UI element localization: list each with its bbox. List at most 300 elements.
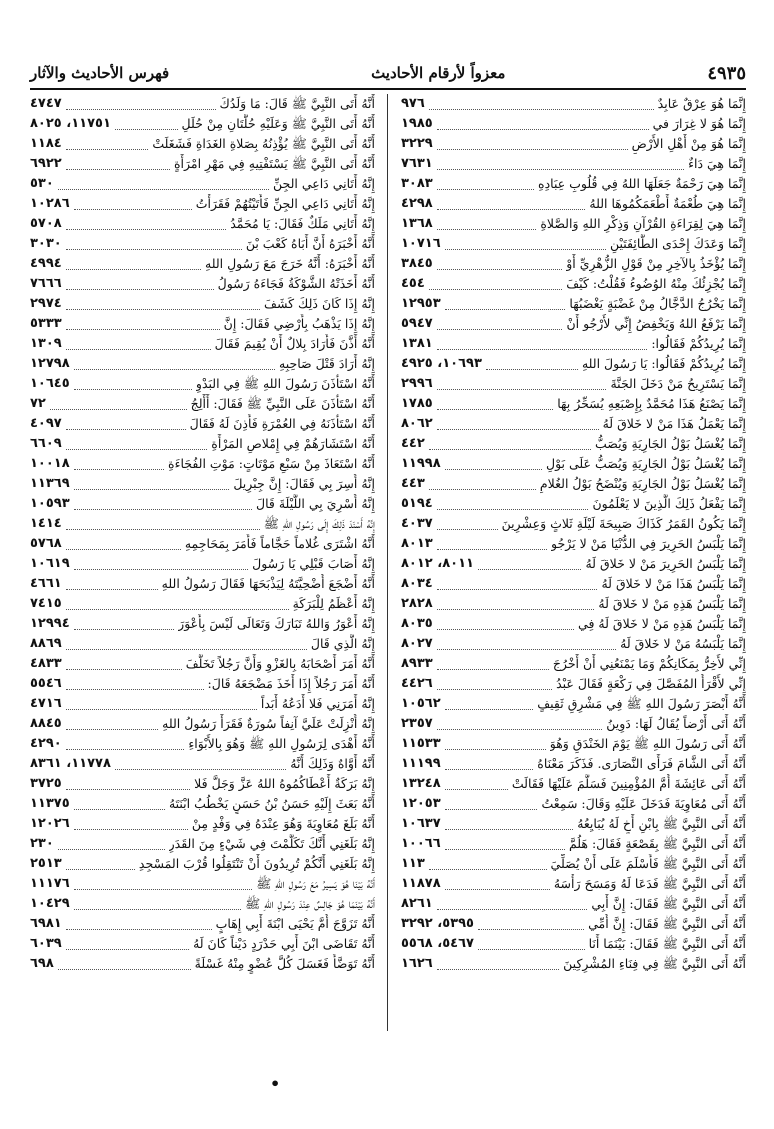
index-entry bbox=[401, 874, 746, 894]
entry-number: ٨٠٣٥ bbox=[401, 616, 433, 631]
entry-number: ١٦٢٦ bbox=[401, 956, 433, 971]
entry-text: إِنَّمَا يُرِيدُكُمْ فَقَالُوا: bbox=[651, 336, 746, 351]
index-entry bbox=[401, 114, 746, 134]
book-title: فهرس الأحاديث والآثار bbox=[30, 64, 170, 82]
index-entry bbox=[30, 414, 375, 434]
entry-text: إِنَّمَا هُوَ عِرْقٌ عَابِدٌ bbox=[657, 96, 746, 111]
leader-dots bbox=[74, 459, 164, 470]
entry-number: ١٠٤٢٩ bbox=[30, 896, 70, 911]
entry-number: ٦٠٣٩ bbox=[30, 936, 62, 951]
index-entry bbox=[401, 294, 746, 314]
leader-dots bbox=[429, 279, 562, 290]
leader-dots bbox=[66, 419, 186, 430]
entry-text: إِنِّي لأَخِرُّ بِمَكَانِكُمْ وَمَا يَمْنَعُنِي أَنْ أَخْرُجَ bbox=[552, 656, 746, 671]
entry-text: إِنَّهُ أَعْظَمُ لِلْبَرَكَةِ bbox=[292, 596, 375, 611]
index-entry bbox=[30, 814, 375, 834]
entry-number: ١١٥٣٣ bbox=[401, 736, 441, 751]
index-entry bbox=[401, 474, 746, 494]
entry-text: إِنَّهُ بَلَغَنِي أَنَّكَ تَكَلَّمْتَ فِي شَيْءٍ مِنَ القَدَرِ bbox=[168, 836, 375, 851]
entry-number: ٥٤٦٧، ٥٥٦٨ bbox=[401, 936, 474, 951]
entry-number: ١٧٨٥ bbox=[401, 396, 433, 411]
leader-dots bbox=[437, 339, 648, 350]
entry-text: إِنَّهُ أُنْزِلَتْ عَلَيَّ آنِفاً سُورَةٌ فَقَرَأَ رَسُولُ اللهِ bbox=[162, 716, 375, 731]
entry-number: ١٢٠٥٣ bbox=[401, 796, 441, 811]
entry-number: ١١١٩٩ bbox=[401, 756, 441, 771]
entry-number: ١٠٦٩٣، ٤٩٢٥ bbox=[401, 356, 482, 371]
leader-dots bbox=[66, 599, 289, 610]
leader-dots bbox=[115, 119, 178, 130]
entry-text: إِنَّمَا يَلْبَسُهُ مَنْ لا خَلاقَ لَهُ bbox=[620, 636, 746, 651]
index-entry bbox=[401, 954, 746, 974]
entry-text: إِنَّمَا يَلْبَسُ الحَرِيرَ فِي الدُّنْيَا مَنْ لا يَرْجُو bbox=[551, 536, 746, 551]
leader-dots bbox=[74, 479, 230, 490]
index-entry bbox=[401, 234, 746, 254]
index-entry bbox=[401, 634, 746, 654]
entry-text: إِنَّمَا يَسْتَرِيحُ مَنْ دَخَلَ الجَنَّةَ bbox=[610, 376, 746, 391]
entry-number: ٢٩٧٤ bbox=[30, 296, 62, 311]
entry-text: إِنَّهُ أَسْنَدَ ذَلِكَ إِلَى رَسُولِ اللهِ ﷺ bbox=[263, 516, 375, 531]
leader-dots bbox=[66, 639, 307, 650]
entry-text: أَنَّهُ أَتَى النَّبِيَّ ﷺ يَسْتَفْتِيهِ فِي مَهْرِ امْرَأَةٍ bbox=[174, 156, 375, 171]
index-entry bbox=[401, 854, 746, 874]
entry-number: ٧٦٣١ bbox=[401, 156, 433, 171]
entry-number: ٤٢٩٠ bbox=[30, 736, 62, 751]
index-entry bbox=[30, 594, 375, 614]
entry-text: أَنَّهُ أَبْصَرَ رَسُولَ اللهِ ﷺ فِي مَشْرِقِ ثَقِيفٍ bbox=[537, 696, 746, 711]
entry-text: أَنَّهُ أَمَرَ أَصْحَابَهُ بِالغَزْوِ وَأَنَّ رَجُلاً تَخَلَّفَ bbox=[185, 656, 375, 671]
entry-text: أَنَّهُ اسْتَأْذَنَ عَلَى النَّبِيِّ ﷺ فَقَالَ: أَأَلِجُ bbox=[190, 396, 375, 411]
leader-dots bbox=[74, 879, 253, 890]
leader-dots bbox=[437, 579, 598, 590]
entry-number: ١٠٢٨٦ bbox=[30, 196, 70, 211]
entry-number: ١٠٦١٩ bbox=[30, 556, 70, 571]
entry-number: ٦٦٠٩ bbox=[30, 436, 62, 451]
leader-dots bbox=[445, 879, 550, 890]
entry-text: أَنَّهُ تَقَاضَى ابْنَ أَبِي حَدْرَدٍ دَيْناً كَانَ لَهُ bbox=[193, 936, 375, 951]
leader-dots bbox=[437, 519, 498, 530]
index-entry bbox=[401, 334, 746, 354]
leader-dots bbox=[437, 599, 595, 610]
leader-dots bbox=[66, 739, 185, 750]
entry-text: أَنَّهُ أَتَى النَّبِيَّ ﷺ فَقَالَ: بَيْنَمَا أَنَا bbox=[588, 936, 746, 951]
index-entry bbox=[401, 254, 746, 274]
entry-text: أَنَّهُ أَتَى النَّبِيَّ ﷺ فَأَسْلَمَ عَلَى أَنْ يُصَلِّيَ bbox=[550, 856, 746, 871]
leader-dots bbox=[74, 559, 248, 570]
leader-dots bbox=[437, 379, 607, 390]
index-entry bbox=[30, 274, 375, 294]
entry-text: إِنَّمَا يَكُونُ القَمَرُ كَذَاكَ صَبِيحَةَ لَيْلَةِ ثَلاثٍ وَعِشْرِينَ bbox=[501, 516, 746, 531]
entry-number: ١١١٧٦ bbox=[30, 876, 70, 891]
entry-number: ٢٩٩٦ bbox=[401, 376, 433, 391]
entry-text: أَنَّهُ تَوَضَّأَ فَغَسَلَ كُلَّ عُضْوٍ مِنْهُ غَسْلَةً bbox=[194, 956, 375, 971]
entry-number: ١٢٧٩٨ bbox=[30, 356, 70, 371]
entry-text: أَنَّهُ أَتَى النَّبِيَّ ﷺ فَقَالَ: إِنَّ أَبِي bbox=[591, 896, 746, 911]
leader-dots bbox=[437, 179, 534, 190]
leader-dots bbox=[437, 139, 628, 150]
leader-dots bbox=[58, 839, 165, 850]
leader-dots bbox=[74, 799, 165, 810]
entry-number: ٤٧٤٧ bbox=[30, 96, 62, 111]
index-entry bbox=[30, 634, 375, 654]
entry-text: أَنَّهُ اسْتَشَارَهُمْ فِي إِمْلاصِ المَرْأَةِ bbox=[211, 436, 375, 451]
index-entry bbox=[401, 694, 746, 714]
entry-number: ١١٩٩٨ bbox=[401, 456, 441, 471]
entry-number: ٢٥١٣ bbox=[30, 856, 62, 871]
entry-text: أَنَّهُ أَخْبَرَهُ أَنَّ أَبَاهُ كَعْبَ بْنَ bbox=[245, 236, 375, 251]
index-entry bbox=[401, 394, 746, 414]
index-entry bbox=[30, 514, 375, 534]
leader-dots bbox=[445, 739, 546, 750]
index-entry bbox=[401, 514, 746, 534]
entry-number: ٣٠٣٠ bbox=[30, 236, 62, 251]
entry-text: أَنَّهُ اشْتَرَى غُلاماً حَجَّاماً فَأَمَرَ بِمَحَاجِمِهِ bbox=[184, 536, 375, 551]
section-title: معزواً لأرقام الأحاديث bbox=[371, 64, 506, 82]
leader-dots bbox=[74, 379, 192, 390]
index-entry bbox=[30, 314, 375, 334]
index-entry bbox=[30, 734, 375, 754]
index-entry bbox=[30, 374, 375, 394]
index-entry bbox=[30, 794, 375, 814]
entry-number: ٦٩٢٢ bbox=[30, 156, 62, 171]
entry-text: أَنَّهُ أَتَى النَّبِيَّ ﷺ بِابْنِ أَخٍ لَهُ يُبَايِعُهُ bbox=[577, 816, 746, 831]
index-entry bbox=[401, 674, 746, 694]
leader-dots bbox=[437, 619, 574, 630]
index-entry bbox=[30, 114, 375, 134]
entry-number: ٤٤٢ bbox=[401, 436, 425, 451]
header-rule bbox=[30, 88, 746, 90]
entry-text: إِنَّهُ أَتَانِي دَاعِي الجِنِّ bbox=[272, 176, 375, 191]
entry-number: ٦٩٨١ bbox=[30, 916, 62, 931]
leader-dots bbox=[66, 779, 190, 790]
entry-text: أَنَّهُ أَهْدَى لِرَسُولِ اللهِ ﷺ وَهُوَ بِالأَبْوَاءِ bbox=[188, 736, 375, 751]
entry-text: إِنَّمَا يَلْبَسُ الحَرِيرَ مَنْ لا خَلاقَ لَهُ bbox=[585, 556, 746, 571]
entry-number: ١١٧٥١، ٨٠٢٥ bbox=[30, 116, 111, 131]
entry-number: ٥١٩٤ bbox=[401, 496, 433, 511]
entry-text: إِنَّمَا يَلْبَسُ هَذَا مَنْ لا خَلاقَ لَهُ bbox=[601, 576, 746, 591]
index-entry bbox=[30, 454, 375, 474]
entry-text: أَنَّهُ اسْتَعَاذَ مِنْ سَبْعِ مَوْتَاتٍ: مَوْتِ الفُجَاءَةِ bbox=[168, 456, 375, 471]
entry-number: ٤٥٤ bbox=[401, 276, 425, 291]
index-entry bbox=[30, 294, 375, 314]
entry-text: إِنِّي لأَقْرَأُ المُفَصَّلَ فِي رَكْعَةٍ فَقَالَ عَبْدُ bbox=[556, 676, 746, 691]
leader-dots bbox=[445, 839, 565, 850]
leader-dots bbox=[66, 319, 220, 330]
entry-number: ٣٠٨٣ bbox=[401, 176, 433, 191]
leader-dots bbox=[66, 539, 181, 550]
index-entry bbox=[30, 614, 375, 634]
leader-dots bbox=[445, 759, 534, 770]
entry-text: إِنَّهُ بَرَكَةٌ أَعْطَاكُمُوهُ اللهُ عَزَّ وَجَلَّ فَلا bbox=[194, 776, 375, 791]
index-entry bbox=[30, 914, 375, 934]
leader-dots bbox=[437, 679, 552, 690]
index-entry bbox=[401, 754, 746, 774]
entry-number: ١١٧٧٨، ٨٣٦١ bbox=[30, 756, 111, 771]
page-number: ٤٩٣٥ bbox=[707, 62, 746, 84]
entry-number: ٨٠٦٢ bbox=[401, 416, 433, 431]
entry-text: إِنَّمَا هِيَ دَاءٌ bbox=[688, 156, 746, 171]
entry-text: أَنَّهُ تَزَوَّجَ أُمَّ يَحْيَى ابْنَةَ أَبِي إِهَابٍ bbox=[215, 916, 375, 931]
entry-text: إِنَّمَا وَعَدَكَ إِحْدَى الطَّائِفَتَيْنِ bbox=[609, 236, 746, 251]
leader-dots bbox=[66, 859, 135, 870]
index-entry bbox=[401, 154, 746, 174]
leader-dots bbox=[66, 219, 226, 230]
entry-text: إِنَّمَا يُغْسَلُ بَوْلُ الجَارِيَةِ وَيُصَبُّ bbox=[594, 436, 746, 451]
entry-number: ٥٣٩٥، ٣٢٩٢ bbox=[401, 916, 474, 931]
entry-text: إِنَّهُ أَتَانِي دَاعِي الجِنِّ فَأَتَيْتُهُمْ فَقَرَأْتُ bbox=[195, 196, 375, 211]
entry-text: أَنَّهُ أَوَّاهٌ وَذَلِكَ أَنَّهُ bbox=[290, 756, 375, 771]
entry-text: أَنَّهُ أَتَى الشَّامَ فَرَأَى النَّصَارَى. فَذَكَرَ مَعْنَاهُ bbox=[537, 756, 746, 771]
index-entry bbox=[401, 374, 746, 394]
index-entry bbox=[401, 274, 746, 294]
entry-number: ١٠٧١٦ bbox=[401, 236, 441, 251]
leader-dots bbox=[445, 299, 566, 310]
entry-number: ٢٣٠ bbox=[30, 836, 54, 851]
entry-text: إِنَّمَا يَرْفَعُ اللهُ وَيَخْفِضُ إِنِّي لأَرْجُو أَنْ bbox=[566, 316, 746, 331]
leader-dots bbox=[429, 859, 547, 870]
leader-dots bbox=[437, 219, 537, 230]
entry-text: أَنَّهُ أَمَرَ رَجُلاً إِذَا أَخَذَ مَضْجَعَهُ قَالَ: bbox=[207, 676, 375, 691]
entry-text: إِنَّمَا يُؤْخَذُ بِالآخِرِ مِنْ قَوْلِ الزُّهْرِيِّ أَوْ bbox=[566, 256, 746, 271]
entry-number: ٤٠٩٧ bbox=[30, 416, 62, 431]
entry-number: ٧٤١٥ bbox=[30, 596, 62, 611]
leader-dots bbox=[437, 639, 616, 650]
entry-number: ٥٣٠ bbox=[30, 176, 54, 191]
index-entry bbox=[401, 574, 746, 594]
column-divider bbox=[387, 94, 388, 1031]
index-entry bbox=[401, 134, 746, 154]
entry-text: إِنَّمَا هُوَ لا غِرَارَ في bbox=[652, 116, 746, 131]
entry-text: أَنَّهُ أَتَى النَّبِيَّ ﷺ قَالَ: مَا وَلَدُكَ bbox=[219, 96, 375, 111]
leader-dots bbox=[437, 659, 549, 670]
leader-dots bbox=[429, 479, 536, 490]
entry-text: إِنَّهُ الَّذِي قَالَ bbox=[310, 636, 375, 651]
entry-text: إِنَّمَا يَفْعَلُ ذَلِكَ الَّذِينَ لا يَعْلَمُونَ bbox=[592, 496, 746, 511]
leader-dots bbox=[445, 779, 508, 790]
entry-text: إِنَّهُ إِذَا كَانَ ذَلِكَ كَشَفَ bbox=[264, 296, 375, 311]
index-entry bbox=[401, 534, 746, 554]
entry-number: ٩٧٦ bbox=[401, 96, 425, 111]
entry-text: إِنَّمَا يُرِيدُكُمْ فَقَالُوا: يَا رَسُولَ اللهِ bbox=[581, 356, 746, 371]
entry-text: إِنَّمَا هِيَ لِقِرَاءَةِ القُرْآنِ وَذِكْرِ اللهِ وَالصَّلاةِ bbox=[540, 216, 746, 231]
index-entry bbox=[30, 334, 375, 354]
index-entry bbox=[401, 174, 746, 194]
entry-text: إِنَّمَا يَعْمَلُ هَذَا مَنْ لا خَلاقَ لَهُ bbox=[602, 416, 746, 431]
index-entry bbox=[30, 214, 375, 234]
entry-text: إِنَّمَا يَلْبَسُ هَذِهِ مَنْ لا خَلاقَ لَهُ bbox=[598, 596, 746, 611]
index-entry bbox=[30, 574, 375, 594]
entry-text: أَنَّهُ اسْتَأْذَنَ رَسُولَ اللهِ ﷺ فِي البَدْوِ bbox=[195, 376, 375, 391]
leader-dots bbox=[66, 239, 242, 250]
leader-dots bbox=[437, 319, 563, 330]
entry-number: ٨٠٣٤ bbox=[401, 576, 433, 591]
index-entry bbox=[401, 94, 746, 114]
entry-number: ٨٠١٣ bbox=[401, 536, 433, 551]
index-entry bbox=[30, 694, 375, 714]
index-entry bbox=[30, 474, 375, 494]
leader-dots bbox=[478, 559, 582, 570]
leader-dots bbox=[66, 519, 260, 530]
entry-text: أَنَّهُ أَتَى أَرْضاً يُقَالُ لَهَا: دَوِينُ bbox=[606, 716, 746, 731]
entry-number: ٢٣٥٧ bbox=[401, 716, 433, 731]
entry-text: أَنَّهُ أَتَى النَّبِيَّ ﷺ فِي فِنَاءِ المُشْرِكِينَ bbox=[563, 956, 746, 971]
leader-dots bbox=[66, 259, 201, 270]
entry-number: ١٢٠٢٦ bbox=[30, 816, 70, 831]
leader-dots bbox=[437, 119, 649, 130]
entry-number: ١٠٦٣٧ bbox=[401, 816, 441, 831]
index-entry bbox=[30, 174, 375, 194]
leader-dots bbox=[74, 899, 241, 910]
entry-number: ٤٩٩٤ bbox=[30, 256, 62, 271]
entry-text: إِنَّمَا هِيَ رَحْمَةٌ جَعَلَهَا اللهُ فِي قُلُوبِ عِبَادِهِ bbox=[538, 176, 746, 191]
index-entry bbox=[30, 834, 375, 854]
entry-text: أَنَّهُ أَتَى رَسُولَ اللهِ ﷺ يَوْمَ الخَنْدَقِ وَهُوَ bbox=[549, 736, 746, 751]
index-entry bbox=[30, 354, 375, 374]
index-entry bbox=[30, 874, 375, 894]
leader-dots bbox=[437, 899, 588, 910]
leader-dots bbox=[445, 459, 542, 470]
entry-number: ١٠٦٤٥ bbox=[30, 376, 70, 391]
entry-text: إِنَّهُ أَصَابَ قَبْلِي يَا رَسُولَ bbox=[252, 556, 375, 571]
index-entry bbox=[30, 954, 375, 974]
index-entry bbox=[30, 714, 375, 734]
leader-dots bbox=[66, 299, 260, 310]
entry-number: ٧٦٦٦ bbox=[30, 276, 62, 291]
entry-number: ١٣٨١ bbox=[401, 336, 433, 351]
leader-dots bbox=[66, 679, 204, 690]
footer-mark: • bbox=[270, 1074, 281, 1093]
entry-number: ٨٠١١، ٨٠١٢ bbox=[401, 556, 474, 571]
entry-number: ٤٤٣ bbox=[401, 476, 425, 491]
index-entry bbox=[30, 894, 375, 914]
entry-text: أَنَّهُ أَخْبَرَهُ: أَنَّهُ خَرَجَ مَعَ رَسُولِ اللهِ bbox=[205, 256, 375, 271]
index-entry bbox=[30, 234, 375, 254]
index-entry bbox=[401, 614, 746, 634]
leader-dots bbox=[437, 259, 562, 270]
index-entry bbox=[401, 494, 746, 514]
entry-number: ١١٣٦٩ bbox=[30, 476, 70, 491]
entry-number: ٨٩٣٣ bbox=[401, 656, 433, 671]
index-entry bbox=[401, 794, 746, 814]
leader-dots bbox=[74, 359, 275, 370]
entry-text: أَنَّهُ أَتَى النَّبِيَّ ﷺ وَعَلَيْهِ حُلَّتَانِ مِنْ حُلَلِ bbox=[181, 116, 375, 131]
index-entry bbox=[30, 394, 375, 414]
index-entry bbox=[401, 894, 746, 914]
leader-dots bbox=[74, 819, 188, 830]
entry-text: إِنَّهُ إِذَا يَذْهَبُ بِأَرْضِي فَقَالَ: إِنَّ bbox=[223, 316, 375, 331]
leader-dots bbox=[66, 439, 208, 450]
index-entry bbox=[30, 254, 375, 274]
entry-text: إِنَّمَا يُغْسَلُ بَوْلُ الجَارِيَةِ وَيُنْضَحُ بَوْلُ الغُلامِ bbox=[539, 476, 746, 491]
entry-text: أَنَّهُ أَذَّنَ فَأَرَادَ بِلالٌ أَنْ يُقِيمَ فَقَالَ bbox=[214, 336, 375, 351]
entry-number: ٤٨٣٣ bbox=[30, 656, 62, 671]
entry-number: ١٠٠١٨ bbox=[30, 456, 70, 471]
entry-number: ١١٣٧٥ bbox=[30, 796, 70, 811]
entry-text: أَنَّهُ أَتَى عَائِشَةَ أُمَّ المُؤْمِنِينَ فَسَلَّمَ عَلَيْهَا فَقَالَتْ bbox=[511, 776, 746, 791]
index-entry bbox=[30, 854, 375, 874]
index-entry bbox=[401, 594, 746, 614]
index-entry bbox=[401, 814, 746, 834]
leader-dots bbox=[445, 699, 534, 710]
entry-text: أَنَّهُ أَتَى النَّبِيَّ ﷺ فَدَعَا لَهُ وَمَسَحَ رَأْسَهُ bbox=[553, 876, 746, 891]
entry-number: ١١٨٤ bbox=[30, 136, 62, 151]
index-entry bbox=[30, 654, 375, 674]
page-header bbox=[30, 62, 746, 84]
leader-dots bbox=[74, 619, 174, 630]
index-entry bbox=[30, 94, 375, 114]
entry-number: ١٠٠٦٦ bbox=[401, 836, 441, 851]
leader-dots bbox=[74, 199, 192, 210]
entry-number: ٥٥٤٦ bbox=[30, 676, 62, 691]
entry-text: إِنَّهُ أَتَانِي مَلَكٌ فَقَالَ: يَا مُحَمَّدُ bbox=[230, 216, 375, 231]
entry-text: إِنَّمَا يُجْزِئُكَ مِنْهُ الوُضُوءُ فَقُلْتُ: كَيْفَ bbox=[566, 276, 746, 291]
leader-dots bbox=[66, 159, 170, 170]
entry-number: ٨٨٤٥ bbox=[30, 716, 62, 731]
leader-dots bbox=[115, 759, 286, 770]
leader-dots bbox=[437, 539, 547, 550]
entry-number: ٤٤٢٦ bbox=[401, 676, 433, 691]
entry-number: ٧٢ bbox=[30, 396, 46, 411]
entry-text: إِنَّهُ بَلَغَنِي أَنَّكُمْ تُرِيدُونَ أَنْ تَنْتَقِلُوا قُرْبَ المَسْجِدِ bbox=[138, 856, 375, 871]
leader-dots bbox=[66, 719, 158, 730]
entry-number: ٤٠٣٧ bbox=[401, 516, 433, 531]
index-entry bbox=[30, 674, 375, 694]
index-entry bbox=[401, 774, 746, 794]
entry-number: ١١٨٧٨ bbox=[401, 876, 441, 891]
entry-text: إِنَّمَا يَصْنَعُ هَذَا مُحَمَّدٌ بِإِصْبَعِهِ يُسَحِّرُ بِهَا bbox=[557, 396, 746, 411]
index-entry bbox=[401, 914, 746, 934]
index-entry bbox=[30, 934, 375, 954]
leader-dots bbox=[50, 399, 187, 410]
index-entry bbox=[401, 654, 746, 674]
index-entry bbox=[401, 434, 746, 454]
entry-number: ٤٦٦١ bbox=[30, 576, 62, 591]
leader-dots bbox=[437, 959, 559, 970]
entry-text: أَنَّهُ أَتَى النَّبِيَّ ﷺ يُؤْذِنُهُ بِصَلاةِ الغَدَاةِ فَشَغَلَتْ bbox=[152, 136, 375, 151]
entry-number: ٣٨٤٥ bbox=[401, 256, 433, 271]
entry-number: ٨٢٦١ bbox=[401, 896, 433, 911]
leader-dots bbox=[445, 799, 538, 810]
index-entry bbox=[401, 214, 746, 234]
index-entry bbox=[401, 454, 746, 474]
entry-number: ١٣٢٤٨ bbox=[401, 776, 441, 791]
entry-number: ٣٧٢٥ bbox=[30, 776, 62, 791]
entry-number: ٤٧١٦ bbox=[30, 696, 62, 711]
leader-dots bbox=[58, 179, 269, 190]
entry-text: إِنَّمَا يُغْسَلُ بَوْلُ الجَارِيَةِ وَيُصَبُّ عَلَى بَوْلِ bbox=[545, 456, 746, 471]
entry-text: إِنَّهُ أَرَادَ قَتْلَ صَاحِبِهِ bbox=[279, 356, 375, 371]
leader-dots bbox=[66, 279, 214, 290]
entry-number: ٢٨٢٨ bbox=[401, 596, 433, 611]
leader-dots bbox=[66, 919, 212, 930]
entry-text: أَنَّهُ اسْتَأْذَنَهُ فِي العُمْرَةِ فَأَذِنَ لَهُ فَقَالَ bbox=[189, 416, 375, 431]
index-entry bbox=[401, 734, 746, 754]
leader-dots bbox=[437, 419, 599, 430]
index-entry bbox=[30, 134, 375, 154]
entry-number: ٦٩٨ bbox=[30, 956, 54, 971]
entry-text: أَنَّهُ أَتَى النَّبِيَّ ﷺ بِقَصْعَةٍ فَقَالَ: هَلُمَّ bbox=[568, 836, 746, 851]
entry-text: إِنَّهُ أُسِرَ بِي فَقَالَ: إِنَّ جِبْرِيلَ bbox=[233, 476, 375, 491]
entry-number: ٥٩٤٧ bbox=[401, 316, 433, 331]
leader-dots bbox=[66, 659, 182, 670]
entry-number: ٨٠٢٧ bbox=[401, 636, 433, 651]
leader-dots bbox=[66, 339, 211, 350]
leader-dots bbox=[437, 399, 553, 410]
entry-number: ١١٣ bbox=[401, 856, 425, 871]
leader-dots bbox=[437, 719, 603, 730]
index-entry bbox=[401, 354, 746, 374]
entry-text: إِنَّمَا هُوَ مِنْ أَهْلِ الأَرْضِ bbox=[631, 136, 746, 151]
index-entry bbox=[30, 434, 375, 454]
